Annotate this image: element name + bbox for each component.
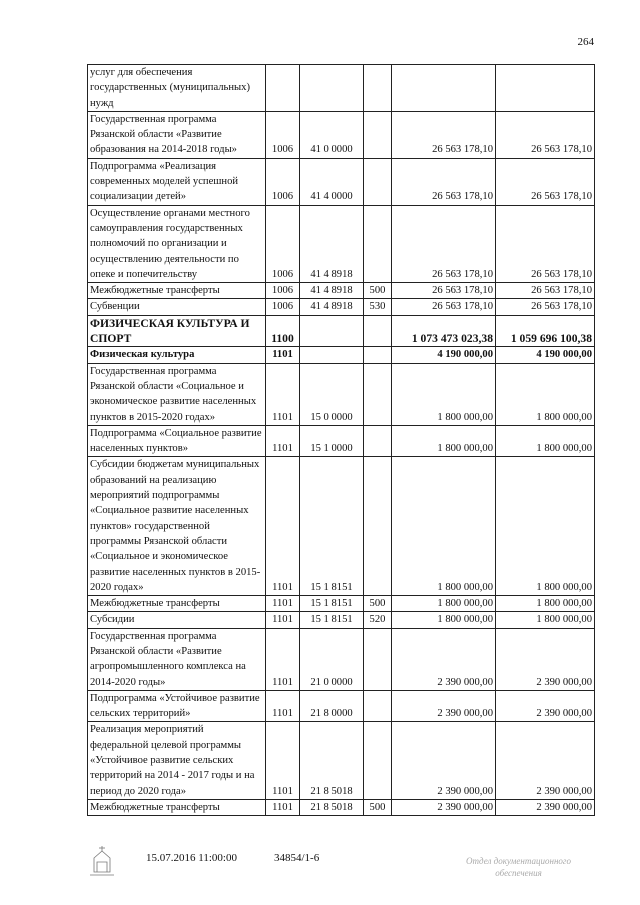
row-expense-type xyxy=(364,628,392,690)
row-name: Межбюджетные трансферты xyxy=(88,799,266,815)
row-target-article: 41 4 0000 xyxy=(300,158,364,205)
row-amount-2016: 26 563 178,10 xyxy=(392,299,496,315)
row-section-code: 1006 xyxy=(266,299,300,315)
row-amount-2017: 26 563 178,10 xyxy=(496,299,595,315)
table-row xyxy=(88,628,595,690)
row-target-article: 21 8 0000 xyxy=(300,690,364,722)
row-amount-2016: 1 800 000,00 xyxy=(392,363,496,425)
row-amount-2017: 4 190 000,00 xyxy=(496,347,595,363)
row-expense-type xyxy=(364,457,392,596)
row-name: Субсидии xyxy=(88,612,266,628)
row-name: Физическая культура xyxy=(88,347,266,363)
row-amount-2017: 2 390 000,00 xyxy=(496,628,595,690)
row-section-code: 1101 xyxy=(266,347,300,363)
row-amount-2016: 26 563 178,10 xyxy=(392,111,496,158)
row-section-code: 1006 xyxy=(266,158,300,205)
row-name: Подпрограмма «Социальное развитие населенных пунктов» xyxy=(88,425,266,457)
table-row xyxy=(88,612,595,628)
row-target-article: 15 1 8151 xyxy=(300,612,364,628)
row-amount-2016: 1 800 000,00 xyxy=(392,612,496,628)
row-name: Межбюджетные трансферты xyxy=(88,596,266,612)
row-name: Подпрограмма «Реализация современных моделей успешной социализации детей» xyxy=(88,158,266,205)
row-name: Осуществление органами местного самоуправления государственных полномочий по организации и осуществлению деятельности по опеке и попечительству xyxy=(88,205,266,282)
row-section-code: 1101 xyxy=(266,799,300,815)
row-name: Реализация мероприятий федеральной целевой программы «Устойчивое развитие сельских территорий на 2014 - 2017 годы и на период до 2020 года» xyxy=(88,722,266,799)
row-name: Государственная программа Рязанской области «Развитие образования на 2014-2018 годы» xyxy=(88,111,266,158)
row-section-code: 1100 xyxy=(266,315,300,347)
row-amount-2016: 2 390 000,00 xyxy=(392,628,496,690)
row-section-code: 1101 xyxy=(266,457,300,596)
row-expense-type: 530 xyxy=(364,299,392,315)
row-amount-2017: 1 800 000,00 xyxy=(496,425,595,457)
row-amount-2017: 2 390 000,00 xyxy=(496,690,595,722)
row-expense-type xyxy=(364,722,392,799)
table-row xyxy=(88,799,595,815)
department-stamp: Отдел документационного обеспечения xyxy=(466,856,571,878)
row-section-code xyxy=(266,65,300,112)
row-section-code: 1006 xyxy=(266,283,300,299)
row-amount-2017: 26 563 178,10 xyxy=(496,283,595,299)
row-section-code: 1101 xyxy=(266,425,300,457)
row-amount-2017 xyxy=(496,65,595,112)
row-target-article: 21 8 5018 xyxy=(300,722,364,799)
table-row xyxy=(88,65,595,112)
row-expense-type: 520 xyxy=(364,612,392,628)
row-name: Межбюджетные трансферты xyxy=(88,283,266,299)
row-target-article: 15 1 8151 xyxy=(300,596,364,612)
row-expense-type xyxy=(364,347,392,363)
row-expense-type: 500 xyxy=(364,283,392,299)
row-name: Субвенции xyxy=(88,299,266,315)
page-number: 264 xyxy=(577,36,594,48)
row-target-article: 21 8 5018 xyxy=(300,799,364,815)
row-name: Субсидии бюджетам муниципальных образований на реализацию мероприятий подпрограммы «Социальное развитие населенных пунктов» государственной программы Рязанской области «Социальное и экономическое развитие населенных пунктов в 2015-2020 годах» xyxy=(88,457,266,596)
row-amount-2017: 26 563 178,10 xyxy=(496,158,595,205)
row-target-article: 15 0 0000 xyxy=(300,363,364,425)
row-section-code: 1101 xyxy=(266,596,300,612)
row-amount-2017: 26 563 178,10 xyxy=(496,205,595,282)
row-target-article: 15 1 0000 xyxy=(300,425,364,457)
row-expense-type xyxy=(364,315,392,347)
row-target-article: 41 4 8918 xyxy=(300,205,364,282)
table-row xyxy=(88,722,595,799)
row-target-article xyxy=(300,315,364,347)
table-row xyxy=(88,596,595,612)
row-section-code: 1101 xyxy=(266,690,300,722)
row-amount-2017: 1 059 696 100,38 xyxy=(496,315,595,347)
row-expense-type: 500 xyxy=(364,596,392,612)
row-section-code: 1006 xyxy=(266,111,300,158)
row-amount-2017: 2 390 000,00 xyxy=(496,722,595,799)
row-amount-2017: 1 800 000,00 xyxy=(496,612,595,628)
row-amount-2016: 4 190 000,00 xyxy=(392,347,496,363)
row-amount-2016: 2 390 000,00 xyxy=(392,722,496,799)
table-row xyxy=(88,205,595,282)
table-row xyxy=(88,690,595,722)
row-name: Подпрограмма «Устойчивое развитие сельских территорий» xyxy=(88,690,266,722)
row-section-code: 1101 xyxy=(266,612,300,628)
row-expense-type xyxy=(364,65,392,112)
table-row xyxy=(88,315,595,347)
row-amount-2016: 2 390 000,00 xyxy=(392,799,496,815)
table-row xyxy=(88,457,595,596)
row-amount-2017: 1 800 000,00 xyxy=(496,457,595,596)
table-row xyxy=(88,425,595,457)
row-expense-type xyxy=(364,363,392,425)
table-row xyxy=(88,363,595,425)
row-amount-2017: 1 800 000,00 xyxy=(496,363,595,425)
footer-date: 15.07.2016 11:00:00 xyxy=(146,852,237,864)
row-amount-2016: 1 073 473 023,38 xyxy=(392,315,496,347)
row-expense-type xyxy=(364,111,392,158)
row-expense-type xyxy=(364,425,392,457)
row-amount-2016: 26 563 178,10 xyxy=(392,283,496,299)
row-target-article xyxy=(300,65,364,112)
row-section-code: 1006 xyxy=(266,205,300,282)
row-amount-2016: 1 800 000,00 xyxy=(392,596,496,612)
row-amount-2016: 26 563 178,10 xyxy=(392,205,496,282)
row-target-article: 41 4 8918 xyxy=(300,283,364,299)
emblem-icon xyxy=(85,842,119,882)
table-row xyxy=(88,299,595,315)
row-section-code: 1101 xyxy=(266,628,300,690)
footer-document-code: 34854/1-6 xyxy=(274,852,320,864)
table-row xyxy=(88,158,595,205)
row-section-code: 1101 xyxy=(266,722,300,799)
row-expense-type xyxy=(364,158,392,205)
row-amount-2016: 2 390 000,00 xyxy=(392,690,496,722)
row-amount-2017: 26 563 178,10 xyxy=(496,111,595,158)
budget-table-body xyxy=(88,65,595,816)
row-section-code: 1101 xyxy=(266,363,300,425)
row-name: Государственная программа Рязанской области «Развитие агропромышленного комплекса на 2014-2020 годы» xyxy=(88,628,266,690)
row-target-article: 41 4 8918 xyxy=(300,299,364,315)
row-amount-2017: 2 390 000,00 xyxy=(496,799,595,815)
row-target-article: 15 1 8151 xyxy=(300,457,364,596)
row-target-article xyxy=(300,347,364,363)
row-name: Государственная программа Рязанской области «Социальное и экономическое развитие населенных пунктов в 2015-2020 годах» xyxy=(88,363,266,425)
row-expense-type: 500 xyxy=(364,799,392,815)
row-amount-2016: 1 800 000,00 xyxy=(392,425,496,457)
row-amount-2016 xyxy=(392,65,496,112)
row-amount-2016: 1 800 000,00 xyxy=(392,457,496,596)
table-row xyxy=(88,283,595,299)
budget-table xyxy=(87,64,595,816)
row-expense-type xyxy=(364,690,392,722)
row-target-article: 21 0 0000 xyxy=(300,628,364,690)
table-row xyxy=(88,347,595,363)
row-amount-2016: 26 563 178,10 xyxy=(392,158,496,205)
row-name: ФИЗИЧЕСКАЯ КУЛЬТУРА И СПОРТ xyxy=(88,315,266,347)
row-amount-2017: 1 800 000,00 xyxy=(496,596,595,612)
row-expense-type xyxy=(364,205,392,282)
table-row xyxy=(88,111,595,158)
row-name: услуг для обеспечения государственных (муниципальных) нужд xyxy=(88,65,266,112)
row-target-article: 41 0 0000 xyxy=(300,111,364,158)
